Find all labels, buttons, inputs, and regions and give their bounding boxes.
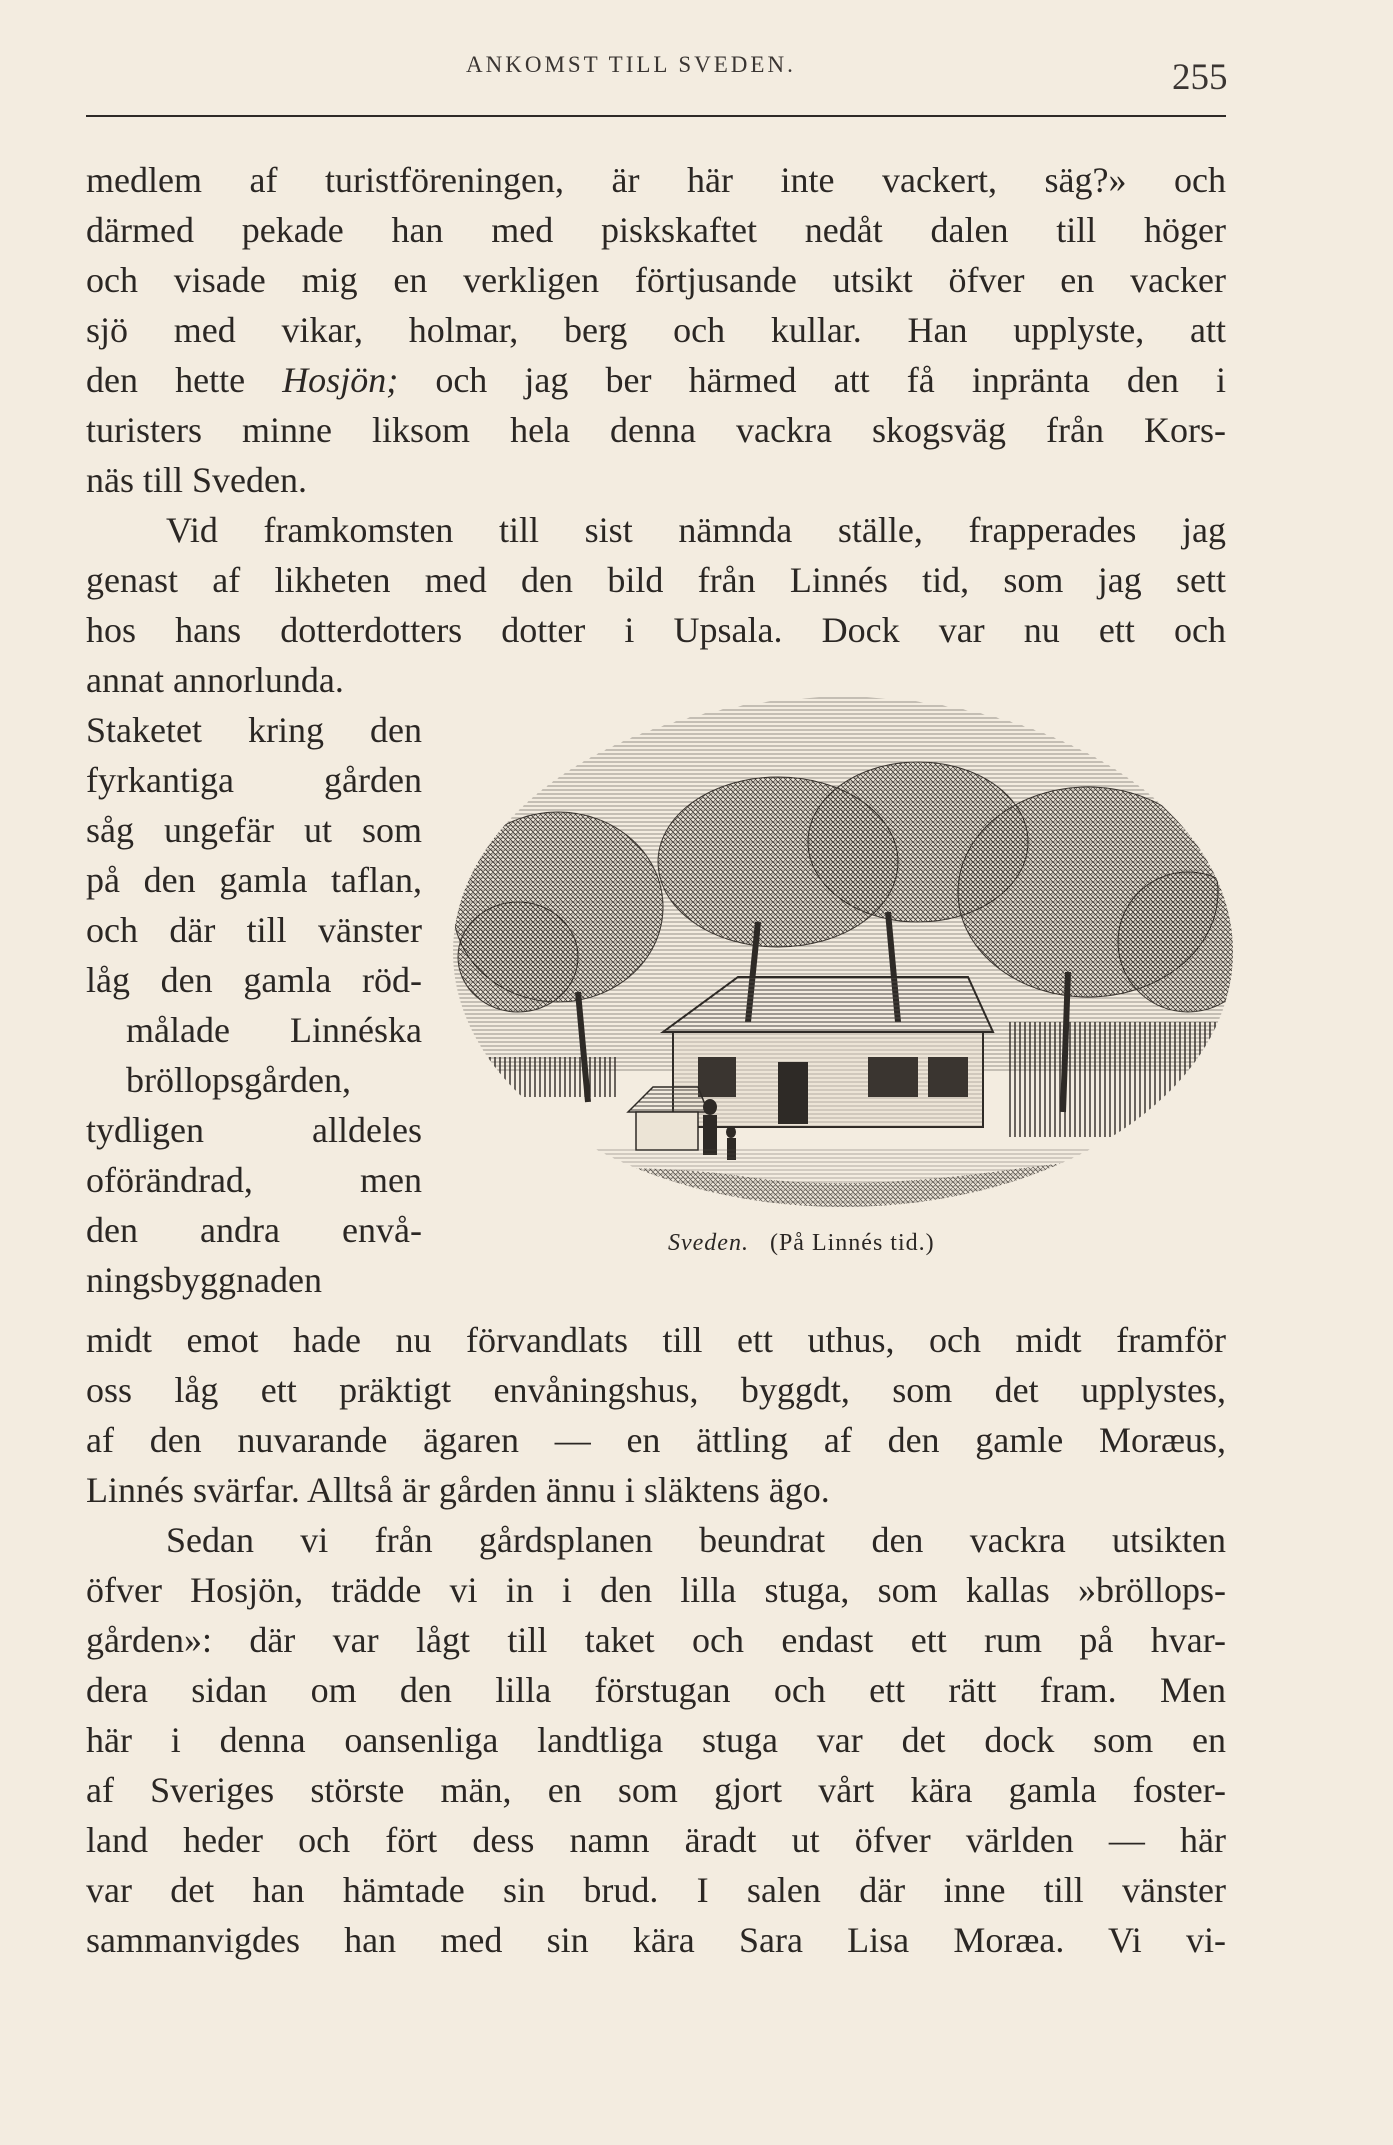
text-line: af den nuvarande ägaren — en ättling af den gamle Moræus,: [86, 1420, 1226, 1460]
text-line: oss låg ett präktigt envåningshus, byggdt, som det upplystes,: [86, 1370, 1226, 1410]
text-line: öfver Hosjön, trädde vi in i den lilla stuga, som kallas »bröllops-: [86, 1570, 1226, 1610]
text-fragment: och jag ber härmed att få inpränta den i: [435, 360, 1226, 400]
text-line: den andra envå-: [86, 1210, 422, 1250]
text-line: här i denna oansenliga landtliga stuga var det dock som en: [86, 1720, 1226, 1760]
text-line: bröllopsgården,: [126, 1060, 351, 1100]
text-line: genast af likheten med den bild från Linnés tid, som jag sett: [86, 560, 1226, 600]
text-line: Staketet kring den: [86, 710, 422, 750]
header-rule: [86, 115, 1226, 117]
text-line: turisters minne liksom hela denna vackra skogsväg från Kors-: [86, 410, 1226, 450]
running-title: ANKOMST TILL SVEDEN.: [466, 52, 796, 77]
text-line: tydligen alldeles: [86, 1110, 422, 1150]
text-line: såg ungefär ut som: [86, 810, 422, 850]
text-line: af Sveriges störste män, en som gjort vårt kära gamla foster-: [86, 1770, 1226, 1810]
place-name-hosjon: Hosjön;: [282, 360, 399, 400]
engraving-figure: [448, 692, 1238, 1212]
page-number: 255: [1172, 57, 1228, 98]
text-line: var det han hämtade sin brud. I salen där inne till vänster: [86, 1870, 1226, 1910]
text-line: Sedan vi från gårdsplanen beundrat den vackra utsikten: [166, 1520, 1226, 1560]
text-line: gården»: där var lågt till taket och endast ett rum på hvar-: [86, 1620, 1226, 1660]
text-line: sjö med vikar, holmar, berg och kullar. Han upplyste, att: [86, 310, 1226, 350]
text-line: på den gamla taflan,: [86, 860, 422, 900]
text-line: Linnés svärfar. Alltså är gården ännu i släktens ägo.: [86, 1470, 830, 1510]
text-line: midt emot hade nu förvandlats till ett uthus, och midt framför: [86, 1320, 1226, 1360]
text-line: målade Linnéska: [126, 1010, 422, 1050]
text-line: sammanvigdes han med sin kära Sara Lisa Moræa. Vi vi-: [86, 1920, 1226, 1960]
text-line: annat annorlunda.: [86, 660, 344, 700]
text-line: näs till Sveden.: [86, 460, 307, 500]
text-line: oförändrad, men: [86, 1160, 422, 1200]
text-line: och där till vänster: [86, 910, 422, 950]
caption-place: Sveden.: [668, 1230, 749, 1256]
text-line: [86, 356, 1226, 404]
text-line: Vid framkomsten till sist nämnda ställe, frapperades jag: [166, 510, 1226, 550]
text-line: därmed pekade han med piskskaftet nedåt dalen till höger: [86, 210, 1226, 250]
text-line: medlem af turistföreningen, är här inte vackert, säg?» och: [86, 160, 1226, 200]
text-fragment: den hette: [86, 360, 246, 400]
text-line: och visade mig en verkligen förtjusande utsikt öfver en vacker: [86, 260, 1226, 300]
figure-caption: [668, 1230, 935, 1257]
text-line: hos hans dotterdotters dotter i Upsala. Dock var nu ett och: [86, 610, 1226, 650]
farmhouse-engraving: [448, 692, 1238, 1212]
text-line: ningsbyggnaden: [86, 1260, 322, 1300]
caption-note: (På Linnés tid.): [769, 1230, 935, 1256]
text-line: fyrkantiga gården: [86, 760, 422, 800]
text-line: låg den gamla röd-: [86, 960, 422, 1000]
text-line: dera sidan om den lilla förstugan och ett rätt fram. Men: [86, 1670, 1226, 1710]
text-line: land heder och fört dess namn äradt ut öfver världen — här: [86, 1820, 1226, 1860]
